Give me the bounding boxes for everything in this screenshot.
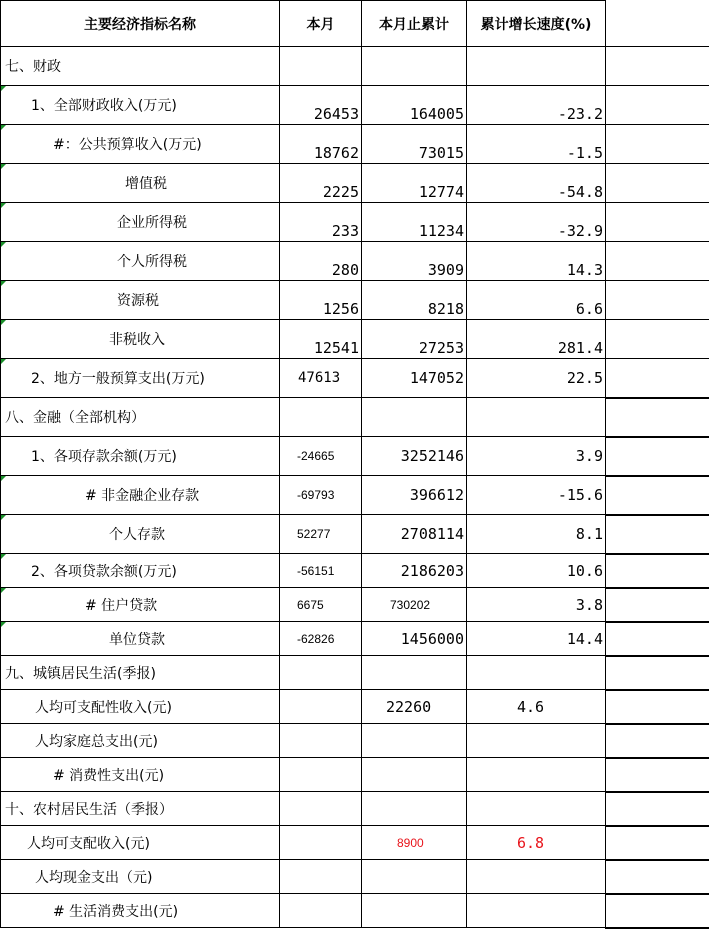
row-cumulative: 164005	[362, 86, 467, 125]
header-cumulative: 本月止累计	[362, 1, 467, 47]
row-growth: -1.5	[467, 125, 606, 164]
row-growth: 10.6	[467, 554, 606, 588]
row-label: 八、金融（全部机构）	[1, 398, 280, 437]
row-label: 个人存款	[1, 515, 280, 554]
row-cumulative: 2186203	[362, 554, 467, 588]
table-row	[1, 203, 709, 242]
row-label: 2、地方一般预算支出(万元)	[1, 359, 280, 398]
table-row	[1, 656, 709, 690]
row-label: 单位贷款	[1, 622, 280, 656]
row-cumulative: 3909	[362, 242, 467, 281]
row-cumulative: 73015	[362, 125, 467, 164]
row-month: -69793	[280, 476, 362, 515]
table-row	[1, 690, 709, 724]
table-row	[1, 47, 709, 86]
table-row	[1, 164, 709, 203]
table-header-row	[1, 1, 709, 47]
table-row	[1, 860, 709, 894]
row-label: 九、城镇居民生活(季报)	[1, 656, 280, 690]
row-month: 6675	[280, 588, 362, 622]
table-row	[1, 622, 709, 656]
row-month: 47613	[280, 359, 362, 398]
table-row	[1, 359, 709, 398]
row-growth: 8.1	[467, 515, 606, 554]
header-name: 主要经济指标名称	[1, 1, 280, 47]
row-cumulative: 8218	[362, 281, 467, 320]
row-month: -62826	[280, 622, 362, 656]
row-label: # 住户贷款	[1, 588, 280, 622]
row-cumulative: 27253	[362, 320, 467, 359]
row-month: 2225	[280, 164, 362, 203]
row-cumulative: 11234	[362, 203, 467, 242]
table-row	[1, 554, 709, 588]
row-cumulative: 2708114	[362, 515, 467, 554]
row-label: 人均可支配收入(元)	[1, 826, 280, 860]
row-label: 非税收入	[1, 320, 280, 359]
row-growth: -32.9	[467, 203, 606, 242]
row-growth: -15.6	[467, 476, 606, 515]
row-month: -56151	[280, 554, 362, 588]
table-row	[1, 826, 709, 860]
row-label: 七、财政	[1, 47, 280, 86]
row-month: 26453	[280, 86, 362, 125]
row-cumulative: 1456000	[362, 622, 467, 656]
row-growth: 22.5	[467, 359, 606, 398]
row-growth: 3.8	[467, 588, 606, 622]
header-growth: 累计增长速度(%)	[467, 1, 606, 47]
row-growth: 3.9	[467, 437, 606, 476]
row-month: 18762	[280, 125, 362, 164]
row-label: # 消费性支出(元)	[1, 758, 280, 792]
row-month: 280	[280, 242, 362, 281]
row-cumulative: 22260	[362, 690, 467, 724]
row-month: 1256	[280, 281, 362, 320]
row-cumulative: 12774	[362, 164, 467, 203]
header-month: 本月	[280, 1, 362, 47]
table-row	[1, 792, 709, 826]
row-growth: -23.2	[467, 86, 606, 125]
row-growth: 4.6	[467, 690, 606, 724]
row-label: 增值税	[1, 164, 280, 203]
table-row	[1, 242, 709, 281]
table-row	[1, 281, 709, 320]
row-cumulative: 730202	[362, 588, 467, 622]
table-row	[1, 758, 709, 792]
row-label: 人均家庭总支出(元)	[1, 724, 280, 758]
table-row	[1, 588, 709, 622]
row-label: 人均现金支出（元)	[1, 860, 280, 894]
row-growth: 14.4	[467, 622, 606, 656]
row-label: 1、全部财政收入(万元)	[1, 86, 280, 125]
row-label: # 非金融企业存款	[1, 476, 280, 515]
row-month: 12541	[280, 320, 362, 359]
table-row	[1, 125, 709, 164]
row-growth: 6.6	[467, 281, 606, 320]
table-row	[1, 476, 709, 515]
row-label: 个人所得税	[1, 242, 280, 281]
row-growth: 6.8	[467, 826, 606, 860]
row-growth: 281.4	[467, 320, 606, 359]
row-label: 1、各项存款余额(万元)	[1, 437, 280, 476]
table-row	[1, 86, 709, 125]
row-growth: -54.8	[467, 164, 606, 203]
row-month: -24665	[280, 437, 362, 476]
row-cumulative: 3252146	[362, 437, 467, 476]
row-cumulative: 147052	[362, 359, 467, 398]
table-row	[1, 320, 709, 359]
row-month: 52277	[280, 515, 362, 554]
row-label: 企业所得税	[1, 203, 280, 242]
table-row	[1, 398, 709, 437]
row-month: 233	[280, 203, 362, 242]
table-row	[1, 515, 709, 554]
row-label: 人均可支配性收入(元)	[1, 690, 280, 724]
row-cumulative: 8900	[362, 826, 467, 860]
row-label: 2、各项贷款余额(万元)	[1, 554, 280, 588]
row-label: 资源税	[1, 281, 280, 320]
table-row	[1, 437, 709, 476]
row-cumulative: 396612	[362, 476, 467, 515]
row-label: #：公共预算收入(万元)	[1, 125, 280, 164]
row-label: # 生活消费支出(元)	[1, 894, 280, 928]
table-row	[1, 894, 709, 928]
table-row	[1, 724, 709, 758]
row-label: 十、农村居民生活（季报）	[1, 792, 280, 826]
header-blank	[606, 1, 709, 47]
row-growth: 14.3	[467, 242, 606, 281]
